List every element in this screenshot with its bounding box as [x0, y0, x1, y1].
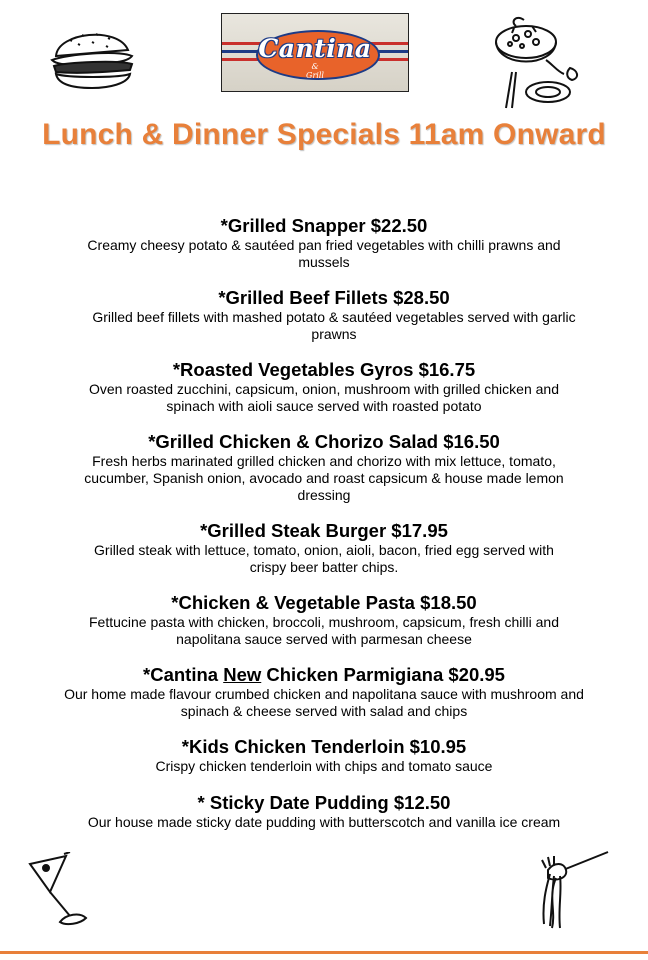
menu-item [0, 215, 648, 271]
menu-item-name: *Grilled Beef Fillets $28.50 [218, 287, 450, 308]
menu-item [0, 736, 648, 775]
menu-item-description: Our house made sticky date pudding with butterscotch and vanilla ice cream [87, 814, 561, 830]
menu-item [0, 664, 648, 720]
menu-item [0, 792, 648, 831]
logo-text: Cantina [258, 34, 372, 63]
martini-glass-icon [26, 852, 92, 928]
cantina-grill-logo [221, 13, 409, 92]
page-title: Lunch & Dinner Specials 11am Onward [42, 118, 606, 151]
menu-item-description: Crispy chicken tenderloin with chips and tomato sauce [155, 758, 493, 774]
menu-item-name: *Grilled Chicken & Chorizo Salad $16.50 [148, 431, 500, 452]
menu-item [0, 592, 648, 648]
menu-item [0, 359, 648, 415]
menu-item [0, 287, 648, 343]
menu-item-name: *Grilled Steak Burger $17.95 [200, 520, 448, 541]
menu-item [0, 520, 648, 576]
burger-icon [48, 22, 136, 94]
menu-item-name: *Chicken & Vegetable Pasta $18.50 [171, 592, 477, 613]
logo-sub: Grill [306, 71, 324, 80]
bowl-and-plate-icon [486, 12, 586, 112]
menu-item-name: *Grilled Snapper $22.50 [220, 215, 428, 236]
menu-item-description: Grilled beef fillets with mashed potato & sautéed vegetables served with garlic prawns [92, 309, 576, 342]
bottom-rule [0, 951, 648, 954]
menu-item-description: Fettucine pasta with chicken, broccoli, mushroom, capsicum, fresh chilli and napolitana sauce served with parmesan cheese [89, 614, 559, 647]
menu-item [0, 431, 648, 504]
menu-item-name: *Cantina New Chicken Parmigiana $20.95 [143, 664, 505, 685]
menu-item-description: Our home made flavour crumbed chicken and napolitana sauce with mushroom and spinach & cheese served with salad and chips [64, 686, 584, 719]
menu-item-description: Fresh herbs marinated grilled chicken and chorizo with mix lettuce, tomato, cucumber, Spanish onion, avocado and roast capsicum & house made lemon dressing [84, 453, 564, 503]
menu-item-description: Grilled steak with lettuce, tomato, onion, aioli, bacon, fried egg served with crispy beer batter chips. [94, 542, 554, 575]
spaghetti-fork-icon [534, 848, 614, 930]
menu-item-description: Creamy cheesy potato & sautéed pan fried vegetables with chilli prawns and mussels [87, 237, 561, 270]
logo-amp: & [311, 62, 319, 71]
menu-item-name: *Roasted Vegetables Gyros $16.75 [172, 359, 476, 380]
menu-item-name: *Kids Chicken Tenderloin $10.95 [181, 736, 467, 757]
menu-item-description: Oven roasted zucchini, capsicum, onion, mushroom with grilled chicken and spinach with aioli sauce served with roasted potato [88, 381, 559, 414]
menu-item-name: * Sticky Date Pudding $12.50 [197, 792, 451, 813]
